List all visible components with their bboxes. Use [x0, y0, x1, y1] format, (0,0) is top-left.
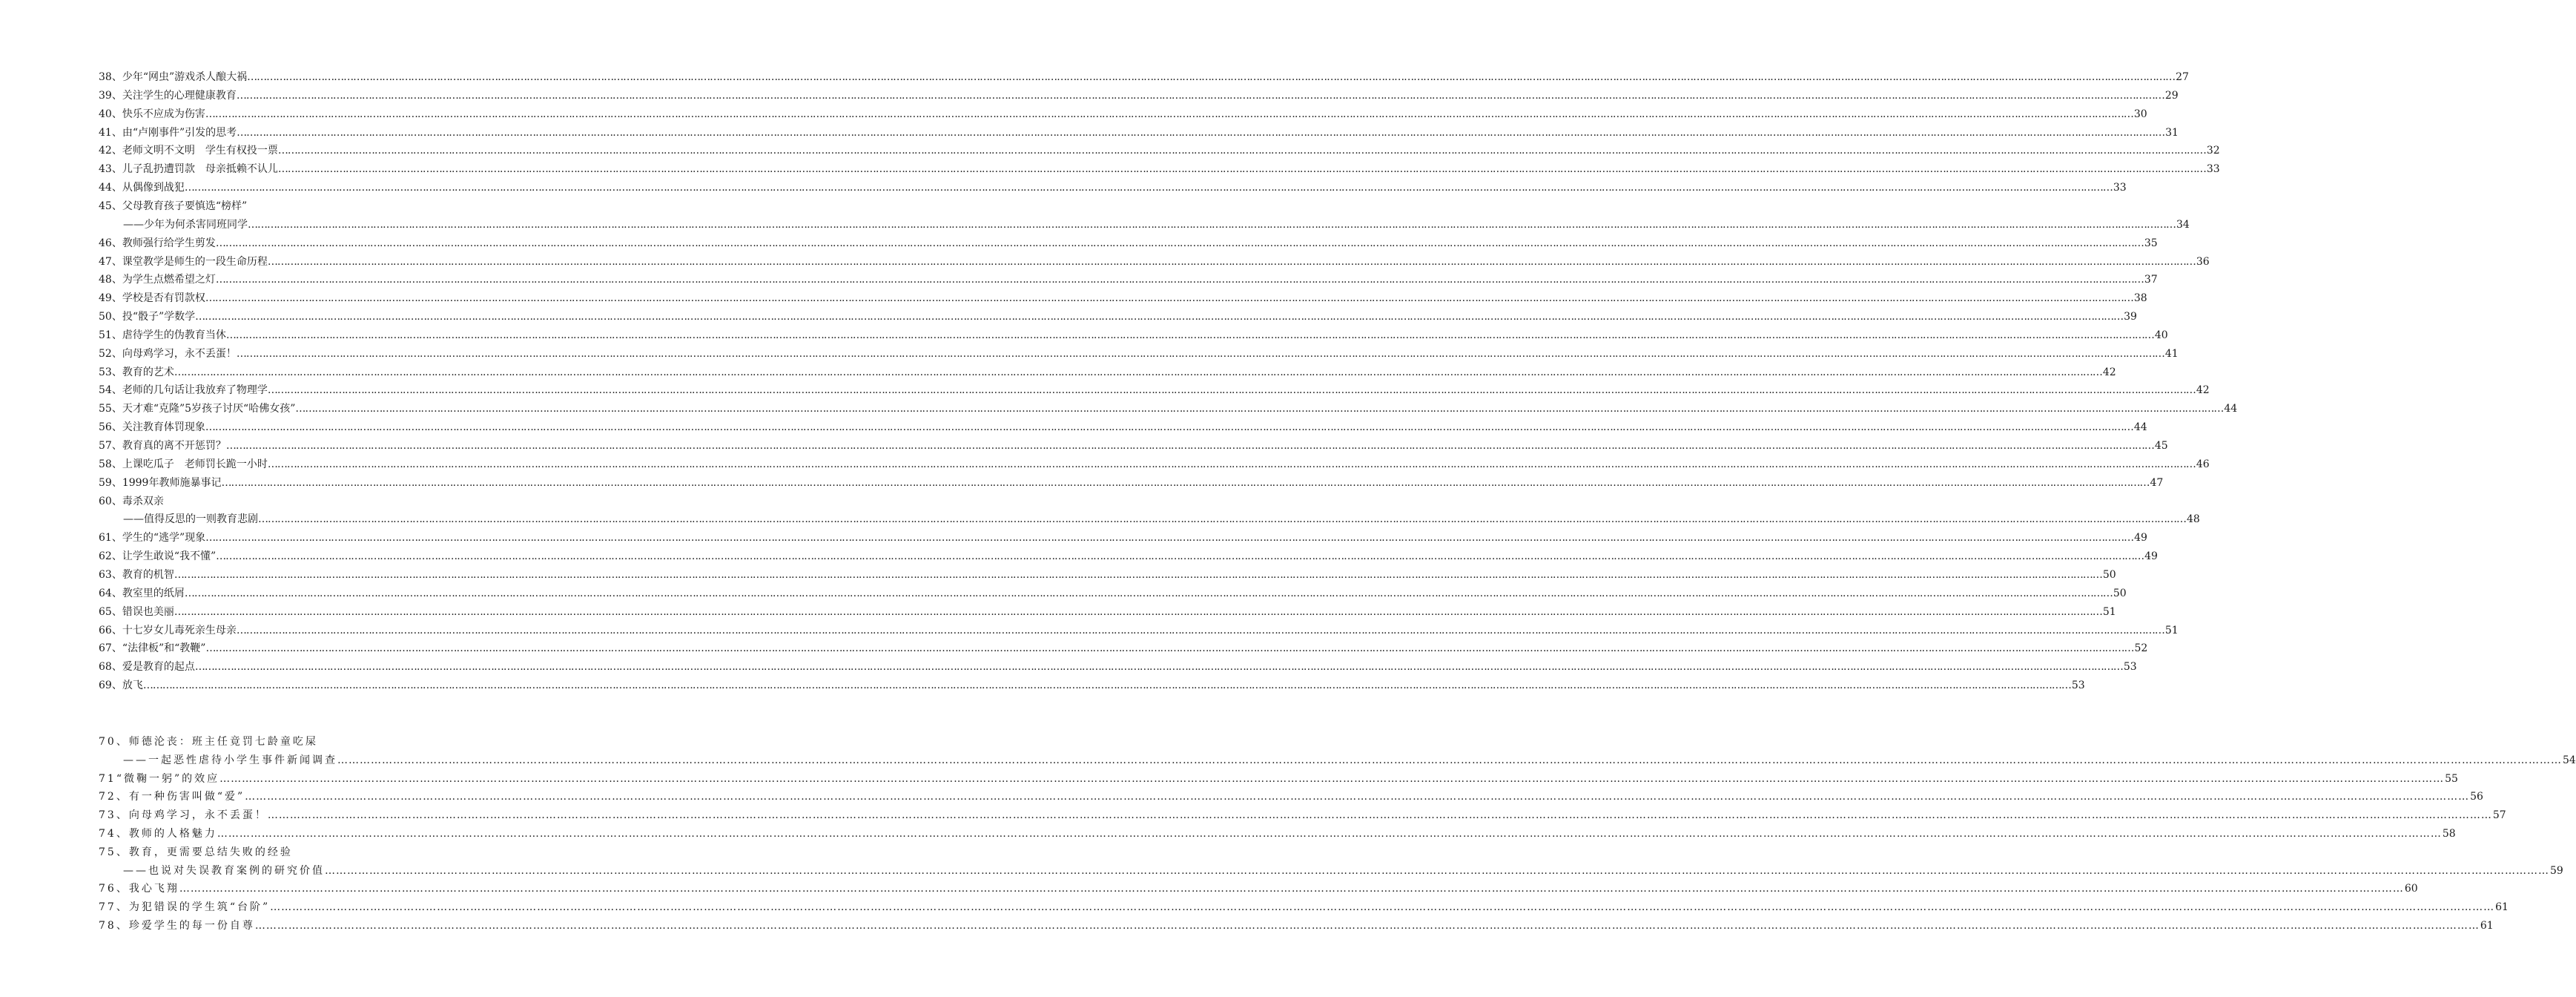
toc-entry-title: 40、快乐不应成为伤害	[99, 108, 205, 120]
toc-entry-title: ——少年为何杀害同班同学	[123, 218, 248, 231]
dot-leader: ……………………………………………………………………………………………………………………………………………………………………………………………………………………………………………………………………………………………………………………………………………………………………………………………………………………………………………………………………………………………………………………………………………………	[205, 642, 2134, 655]
toc-entry-page: 33	[2113, 182, 2127, 194]
toc-entry	[99, 549, 2158, 564]
toc-entry-page: 59	[2550, 864, 2563, 877]
toc-entry-title: 78、珍爱学生的每一份自尊	[99, 920, 255, 932]
toc-entry	[99, 734, 639, 749]
toc-entry-title: 42、老师文明不文明 学生有权投一票	[99, 145, 278, 157]
dot-leader: ……………………………………………………………………………………………………………………………………………………………………………………………………………………………………………………………………………………………………………………………………………………………………………………………………………………………………………………………………………………………………………………………………………………	[225, 329, 2154, 341]
toc-entry-title: 56、关注教育体罚现象	[99, 421, 205, 434]
dot-leader: ……………………………………………………………………………………………………………………………………………………………………………………………………………………………………………………………………………………………………………………………………………………………………………………………………………………………………………………………………………………………………………………………………………………	[215, 237, 2144, 249]
dot-leader: ……………………………………………………………………………………………………………………………………………………………………………………………………………………………………………………………………………………………………………………………………………………………………………………………………………………………………………………………………………………………………………………………………………………	[174, 568, 2102, 581]
toc-entry-page: 54	[2563, 754, 2576, 766]
dot-leader: ……………………………………………………………………………………………………………………………………………………………………………………………………………………………………………………………………………………………………………………………………………………………………………………………………………………………………………………………………………………………………………………………………………………	[270, 901, 2495, 914]
toc-entry-title: 49、学校是否有罚款权	[99, 292, 205, 305]
toc-entry	[99, 659, 2137, 674]
toc-entry	[99, 586, 2127, 601]
toc-entry	[99, 900, 2509, 915]
toc-entry-title: 67、“法律板”和“教鞭”	[99, 642, 206, 655]
toc-entry-title: 72、有一种伤害叫做“爱”	[99, 791, 245, 803]
dot-leader: ……………………………………………………………………………………………………………………………………………………………………………………………………………………………………………………………………………………………………………………………………………………………………………………………………………………………………………………………………………………………………………………………………………………	[237, 126, 2165, 139]
dot-leader: ……………………………………………………………………………………………………………………………………………………………………………………………………………………………………………………………………………………………………………………………………………………………………………………………………………………………………………………………………………………………………………………………………………………	[236, 347, 2164, 360]
dot-leader: ……………………………………………………………………………………………………………………………………………………………………………………………………………………………………………………………………………………………………………………………………………………………………………………………………………………………………………………………………………………………………………………………………………………	[325, 864, 2549, 877]
toc-entry	[99, 623, 2179, 638]
dot-leader: ……………………………………………………………………………………………………………………………………………………………………………………………………………………………………………………………………………………………………………………………………………………………………………………………………………………………………………………………………………………………………………………………………………………	[247, 71, 2176, 83]
toc-entry-page: 36	[2196, 255, 2210, 268]
dot-leader: ……………………………………………………………………………………………………………………………………………………………………………………………………………………………………………………………………………………………………………………………………………………………………………………………………………………………………………………………………………………………………………………………………………………	[205, 421, 2133, 434]
toc-entry	[99, 254, 2210, 269]
toc-entry-page: 49	[2134, 532, 2147, 544]
toc-entry	[99, 143, 2220, 158]
toc-entry-page: 52	[2134, 642, 2148, 655]
toc-entry	[99, 88, 2179, 103]
toc-entry-page: 35	[2144, 237, 2158, 249]
toc-entry-title: 50、投“骰子”学数学	[99, 311, 196, 323]
toc-entry-title: 59、1999年教师施暴事记	[99, 476, 222, 489]
toc-entry-page: 53	[2071, 680, 2085, 692]
toc-entry-title: 47、课堂教学是师生的一段生命历程	[99, 255, 268, 268]
toc-entry-title: 71“微鞠一躬”的效应	[99, 772, 220, 785]
toc-entry-title: 74、教师的人格魅力	[99, 828, 217, 840]
toc-entry	[99, 346, 2179, 361]
toc-entry-page: 60	[2404, 883, 2418, 895]
dot-leader: ……………………………………………………………………………………………………………………………………………………………………………………………………………………………………………………………………………………………………………………………………………………………………………………………………………………………………………………………………………………………………………………………………………………	[219, 772, 2445, 785]
toc-entry	[99, 918, 2494, 933]
toc-entry-page: 29	[2164, 89, 2179, 102]
toc-entry-title: 61、学生的“逃学”现象	[99, 532, 206, 544]
toc-entry-title: 62、让学生敢说“我不懂”	[99, 550, 217, 563]
toc-entry	[99, 125, 2179, 140]
toc-entry-page: 45	[2154, 440, 2168, 452]
dot-leader: ……………………………………………………………………………………………………………………………………………………………………………………………………………………………………………………………………………………………………………………………………………………………………………………………………………………………………………………………………………………………………………………………………………………	[337, 754, 2562, 766]
dot-leader: ……………………………………………………………………………………………………………………………………………………………………………………………………………………………………………………………………………………………………………………………………………………………………………………………………………………………………………………………………………………………………………………………………………………	[194, 661, 2123, 674]
toc-entry-title: 58、上课吃瓜子 老师罚长跪一小时	[99, 458, 268, 470]
toc-entry-title: ——一起恶性虐待小学生事件新闻调查	[123, 754, 337, 766]
toc-entry-title: 75、教育，更需要总结失败的经验	[99, 846, 293, 858]
toc-entry-page: 40	[2154, 329, 2168, 341]
dot-leader: ……………………………………………………………………………………………………………………………………………………………………………………………………………………………………………………………………………………………………………………………………………………………………………………………………………………………………………………………………………………………………………………………………………………	[267, 384, 2196, 397]
toc-entry	[99, 605, 2116, 619]
dot-leader: ……………………………………………………………………………………………………………………………………………………………………………………………………………………………………………………………………………………………………………………………………………………………………………………………………………………………………………………………………………………………………………………………………………………	[254, 920, 2480, 932]
dot-leader: ……………………………………………………………………………………………………………………………………………………………………………………………………………………………………………………………………………………………………………………………………………………………………………………………………………………………………………………………………………………………………………………………………………………	[215, 274, 2144, 286]
toc-entry	[99, 476, 2164, 490]
toc-entry-title: 45、父母教育孩子要慎选“榜样”	[99, 200, 248, 212]
toc-entry-page: 44	[2133, 421, 2147, 434]
toc-entry	[99, 494, 549, 509]
toc-entry	[99, 236, 2158, 251]
dot-leader: ……………………………………………………………………………………………………………………………………………………………………………………………………………………………………………………………………………………………………………………………………………………………………………………………………………………………………………………………………………………………………………………………………………………	[205, 532, 2134, 544]
toc-entry-title: 48、为学生点燃希望之灯	[99, 274, 216, 286]
dot-leader: ……………………………………………………………………………………………………………………………………………………………………………………………………………………………………………………………………………………………………………………………………………………………………………………………………………………………………………………………………………………………………………………………………………………	[205, 292, 2133, 305]
dot-leader: ……………………………………………………………………………………………………………………………………………………………………………………………………………………………………………………………………………………………………………………………………………………………………………………………………………………………………………………………………………………………………………………………………………………	[216, 550, 2144, 563]
toc-entry	[99, 272, 2158, 287]
toc-entry-title: 73、向母鸡学习，永不丢蛋！	[99, 809, 268, 822]
toc-entry-title: 70、师德沦丧：班主任竟罚七龄童吃屎	[99, 736, 318, 748]
toc-entry-title: 69、放飞	[99, 680, 143, 692]
dot-leader: ……………………………………………………………………………………………………………………………………………………………………………………………………………………………………………………………………………………………………………………………………………………………………………………………………………………………………………………………………………………………………………………………………………………	[221, 476, 2150, 489]
toc-entry-title: 46、教师强行给学生剪发	[99, 237, 216, 249]
toc-entry-title: 63、教育的机智	[99, 568, 174, 581]
toc-entry-page: 32	[2206, 145, 2220, 157]
toc-entry	[99, 383, 2210, 398]
toc-entry-title: 64、教室里的纸屑	[99, 587, 185, 599]
toc-entry	[99, 309, 2137, 324]
dot-leader: ……………………………………………………………………………………………………………………………………………………………………………………………………………………………………………………………………………………………………………………………………………………………………………………………………………………………………………………………………………………………………………………………………………………	[236, 89, 2164, 102]
toc-entry-title: 53、教育的艺术	[99, 366, 174, 378]
toc-entry	[99, 328, 2168, 343]
toc-entry	[99, 438, 2168, 453]
toc-entry-page: 47	[2150, 476, 2164, 489]
toc-entry	[123, 863, 2563, 878]
toc-entry-page: 42	[2196, 384, 2210, 397]
toc-entry	[99, 420, 2147, 435]
toc-entry	[99, 199, 549, 214]
dot-leader: ……………………………………………………………………………………………………………………………………………………………………………………………………………………………………………………………………………………………………………………………………………………………………………………………………………………………………………………………………………………………………………………………………………………	[174, 605, 2102, 618]
toc-entry-page: 58	[2442, 828, 2456, 840]
toc-entry-page: 48	[2187, 513, 2200, 526]
dot-leader: ……………………………………………………………………………………………………………………………………………………………………………………………………………………………………………………………………………………………………………………………………………………………………………………………………………………………………………………………………………………………………………………………………………………	[248, 218, 2176, 231]
dot-leader: ……………………………………………………………………………………………………………………………………………………………………………………………………………………………………………………………………………………………………………………………………………………………………………………………………………………………………………………………………………………………………………………………………………………	[267, 255, 2196, 268]
dot-leader: ……………………………………………………………………………………………………………………………………………………………………………………………………………………………………………………………………………………………………………………………………………………………………………………………………………………………………………………………………………………………………………………………………………………	[277, 145, 2206, 157]
toc-entry-title: ——值得反思的一则教育悲剧	[123, 513, 258, 526]
toc-entry-page: 61	[2480, 920, 2494, 932]
toc-entry-title: 43、儿子乱扔遭罚款 母亲抵赖不认儿	[99, 163, 278, 176]
toc-entry	[123, 512, 2200, 527]
toc-entry-title: 68、爱是教育的起点	[99, 661, 195, 674]
toc-entry	[99, 678, 2085, 693]
toc-entry-title: 51、虐待学生的伪教育当休	[99, 329, 226, 341]
toc-entry-page: 55	[2445, 772, 2458, 785]
toc-entry	[99, 180, 2127, 195]
toc-entry-page: 39	[2124, 311, 2137, 323]
toc-entry	[99, 70, 2189, 85]
toc-entry	[99, 789, 2483, 804]
toc-entry-page: 50	[2113, 587, 2127, 599]
dot-leader: ……………………………………………………………………………………………………………………………………………………………………………………………………………………………………………………………………………………………………………………………………………………………………………………………………………………………………………………………………………………………………………………………………………………	[225, 440, 2154, 452]
toc-entry	[99, 291, 2147, 306]
toc-entry	[99, 107, 2147, 122]
toc-entry-page: 30	[2133, 108, 2147, 120]
dot-leader: ……………………………………………………………………………………………………………………………………………………………………………………………………………………………………………………………………………………………………………………………………………………………………………………………………………………………………………………………………………………………………………………………………………………	[277, 163, 2206, 176]
toc-entry	[99, 826, 2456, 841]
toc-entry-page: 41	[2164, 347, 2179, 360]
toc-entry	[99, 641, 2148, 656]
toc-entry-page: 33	[2206, 163, 2220, 176]
toc-entry-page: 42	[2102, 366, 2116, 378]
toc-entry-title: 44、从偶像到战犯	[99, 182, 185, 194]
dot-leader: ……………………………………………………………………………………………………………………………………………………………………………………………………………………………………………………………………………………………………………………………………………………………………………………………………………………………………………………………………………………………………………………………………………………	[267, 809, 2492, 822]
dot-leader: ……………………………………………………………………………………………………………………………………………………………………………………………………………………………………………………………………………………………………………………………………………………………………………………………………………………………………………………………………………………………………………………………………………………	[245, 791, 2470, 803]
dot-leader: ……………………………………………………………………………………………………………………………………………………………………………………………………………………………………………………………………………………………………………………………………………………………………………………………………………………………………………………………………………………………………………………………………………………	[174, 366, 2102, 378]
toc-entry-page: 51	[2164, 624, 2179, 636]
toc-entry	[99, 457, 2210, 472]
dot-leader: ……………………………………………………………………………………………………………………………………………………………………………………………………………………………………………………………………………………………………………………………………………………………………………………………………………………………………………………………………………………………………………………………………………………	[236, 624, 2164, 636]
toc-entry-title: 55、天才难“克隆”5岁孩子讨厌“哈佛女孩”	[99, 403, 296, 415]
dot-leader: ……………………………………………………………………………………………………………………………………………………………………………………………………………………………………………………………………………………………………………………………………………………………………………………………………………………………………………………………………………………………………………………………………………………	[142, 680, 2071, 692]
dot-leader: ……………………………………………………………………………………………………………………………………………………………………………………………………………………………………………………………………………………………………………………………………………………………………………………………………………………………………………………………………………………………………………………………………………………	[195, 311, 2124, 323]
toc-entry	[123, 217, 2190, 232]
dot-leader: ……………………………………………………………………………………………………………………………………………………………………………………………………………………………………………………………………………………………………………………………………………………………………………………………………………………………………………………………………………………………………………………………………………………	[184, 587, 2113, 599]
toc-entry	[99, 365, 2116, 380]
toc-entry-title: 66、十七岁女儿毒死亲生母亲	[99, 624, 237, 636]
toc-entry-page: 34	[2176, 218, 2190, 231]
toc-entry	[99, 530, 2147, 545]
toc-entry	[123, 753, 2576, 768]
toc-entry-page: 57	[2492, 809, 2506, 822]
toc-entry	[99, 162, 2220, 177]
dot-leader: ……………………………………………………………………………………………………………………………………………………………………………………………………………………………………………………………………………………………………………………………………………………………………………………………………………………………………………………………………………………………………………………………………………………	[267, 458, 2196, 470]
toc-entry-title: 60、毒杀双亲	[99, 495, 164, 507]
toc-entry-page: 50	[2102, 568, 2116, 581]
dot-leader: ……………………………………………………………………………………………………………………………………………………………………………………………………………………………………………………………………………………………………………………………………………………………………………………………………………………………………………………………………………………………………………………………………………………	[184, 182, 2113, 194]
toc-entry-title: 65、错误也美丽	[99, 605, 174, 618]
toc-entry-title: 52、向母鸡学习，永不丢蛋！	[99, 347, 237, 360]
toc-entry-title: 77、为犯错误的学生筑“台阶”	[99, 901, 271, 914]
toc-entry	[99, 808, 2506, 823]
toc-entry-page: 56	[2470, 791, 2483, 803]
toc-entry-title: 39、关注学生的心理健康教育	[99, 89, 237, 102]
toc-entry-page: 46	[2196, 458, 2210, 470]
toc-entry-page: 31	[2165, 126, 2179, 139]
dot-leader: ……………………………………………………………………………………………………………………………………………………………………………………………………………………………………………………………………………………………………………………………………………………………………………………………………………………………………………………………………………………………………………………………………………………	[217, 828, 2442, 840]
toc-entry-title: 76、我心飞翔	[99, 883, 179, 895]
dot-leader: ……………………………………………………………………………………………………………………………………………………………………………………………………………………………………………………………………………………………………………………………………………………………………………………………………………………………………………………………………………………………………………………………………………………	[295, 403, 2224, 415]
toc-entry-title: 54、老师的几句话让我放弃了物理学	[99, 384, 268, 397]
toc-entry-page: 51	[2102, 605, 2116, 618]
toc-entry-page: 61	[2495, 901, 2509, 914]
toc-entry-page: 38	[2133, 292, 2147, 305]
toc-entry-page: 37	[2144, 274, 2158, 286]
toc-entry-page: 44	[2224, 403, 2238, 415]
toc-entry	[99, 771, 2458, 786]
toc-entry-page: 49	[2144, 550, 2158, 563]
toc-entry-title: 38、少年“网虫”游戏杀人酿大祸	[99, 71, 248, 83]
toc-entry	[99, 881, 2418, 896]
toc-entry-page: 53	[2123, 661, 2137, 674]
dot-leader: ……………………………………………………………………………………………………………………………………………………………………………………………………………………………………………………………………………………………………………………………………………………………………………………………………………………………………………………………………………………………………………………………………………………	[258, 513, 2186, 526]
toc-entry	[99, 845, 639, 860]
dot-leader: ……………………………………………………………………………………………………………………………………………………………………………………………………………………………………………………………………………………………………………………………………………………………………………………………………………………………………………………………………………………………………………………………………………………	[179, 883, 2404, 895]
toc-entry	[99, 401, 2238, 416]
toc-entry-title: 57、教育真的离不开惩罚？	[99, 440, 226, 452]
dot-leader: ……………………………………………………………………………………………………………………………………………………………………………………………………………………………………………………………………………………………………………………………………………………………………………………………………………………………………………………………………………………………………………………………………………………	[205, 108, 2133, 120]
toc-entry-page: 27	[2176, 71, 2189, 83]
toc-entry-title: ——也说对失误教育案例的研究价值	[123, 864, 325, 877]
toc-entry-title: 41、由“卢刚事件”引发的思考	[99, 126, 237, 139]
toc-entry	[99, 567, 2116, 582]
